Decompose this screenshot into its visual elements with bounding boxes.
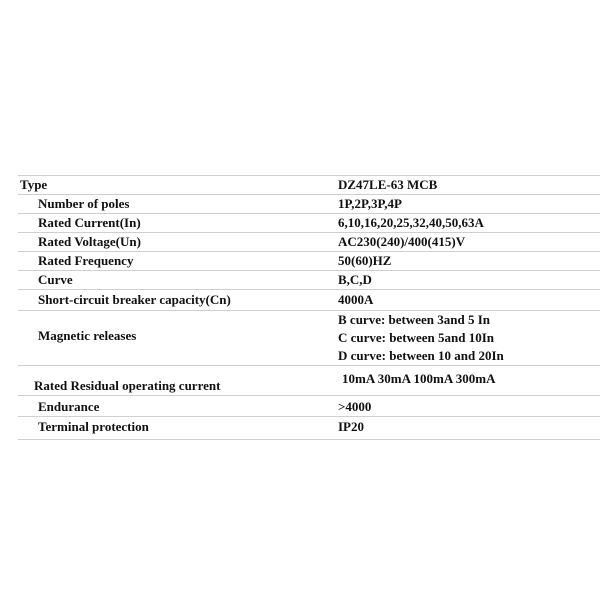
row-value: 4000A [338, 292, 374, 307]
row-label: Rated Frequency [38, 253, 134, 268]
row-label: Magnetic releases [38, 328, 137, 343]
table-row [18, 290, 600, 311]
spec-table [18, 175, 600, 440]
row-value: IP20 [338, 419, 364, 434]
curve-line: B curve: between 3and 5 In [338, 312, 491, 327]
table-row [18, 311, 600, 366]
curve-line: C curve: between 5and 10In [338, 330, 494, 345]
table-row [18, 417, 600, 440]
row-value: AC230(240)/400(415)V [338, 234, 466, 249]
table-row [18, 252, 600, 271]
row-label: Endurance [38, 399, 100, 414]
row-value-multiline [338, 311, 504, 365]
table-row [18, 214, 600, 233]
row-value: B,C,D [338, 272, 372, 287]
row-value: DZ47LE-63 MCB [338, 177, 438, 192]
row-value: 1P,2P,3P,4P [338, 196, 402, 211]
table-row [18, 396, 600, 417]
row-label: Curve [38, 272, 73, 287]
row-value: 10mA 30mA 100mA 300mA [342, 371, 496, 386]
row-label: Rated Voltage(Un) [38, 234, 141, 249]
curve-line: D curve: between 10 and 20In [338, 348, 504, 363]
table-row [18, 175, 600, 195]
table-row [18, 271, 600, 290]
row-value: 50(60)HZ [338, 253, 392, 268]
row-label: Type [20, 177, 48, 192]
row-value: 6,10,16,20,25,32,40,50,63A [338, 215, 484, 230]
table-row [18, 366, 600, 396]
row-value: >4000 [338, 399, 372, 414]
table-row [18, 233, 600, 252]
row-label: Number of poles [38, 196, 130, 211]
row-label: Rated Current(In) [38, 215, 141, 230]
table-row [18, 195, 600, 214]
row-label: Rated Residual operating current [34, 378, 221, 393]
row-label: Terminal protection [38, 419, 149, 434]
row-label: Short-circuit breaker capacity(Cn) [38, 292, 231, 307]
